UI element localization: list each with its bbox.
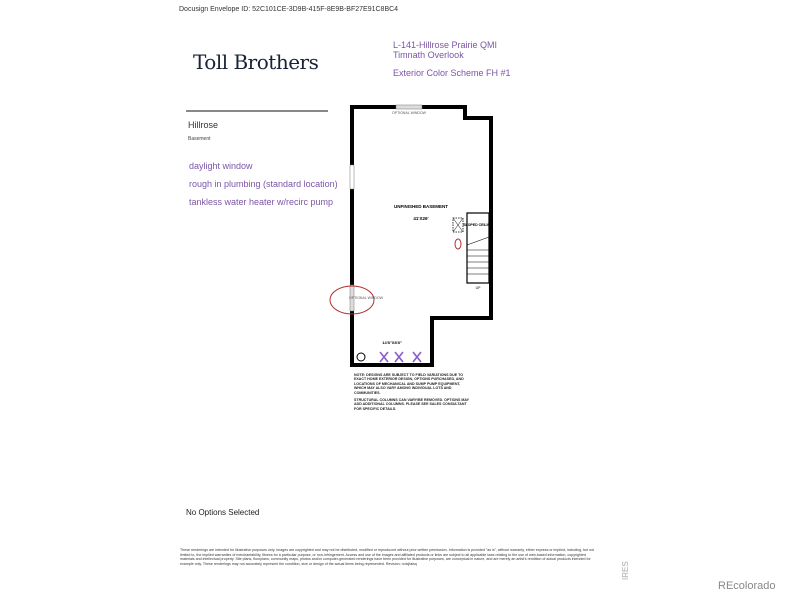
- disclaimer: These renderings are intended for illustrative purposes only. Images are copyrighted and may not be distributed, modified or reproduced without prior written permission. Information is provided "as is", without warranty, either express or implied, including, but not limited to, the implied warranties of merchantability, fitness for a particular purpose, or non-infringement. Access and use of the images and affiliated products or links are subject to all applicable laws relating to the use of web-based information, copyrighted materials and intellectual property. Site plans, floorplans, community maps, photos and/or computer-generated renderings have been provided for illustrative purposes, are conceptual in nature, and are merely an artist's rendition of actual products intended for example only. These renderings may not accurately represent the condition, size or design of the actual items being represented. Revision: rcdcjfaisq: [180, 548, 595, 566]
- model-name: Hillrose: [188, 120, 219, 130]
- option-item: rough in plumbing (standard location): [189, 179, 338, 189]
- x-mark-icon: [380, 352, 388, 362]
- brand-logo: Toll Brothers: [193, 50, 319, 74]
- top-window-label: OPTIONAL WINDOW: [392, 111, 426, 115]
- divider: [186, 110, 328, 112]
- color-scheme: Exterior Color Scheme FH #1: [393, 68, 511, 78]
- walls: [352, 107, 491, 365]
- side-window-label: OPTIONAL WINDOW: [349, 296, 383, 300]
- community-name: Timnath Overlook: [393, 50, 464, 60]
- plan-note: NOTE: DESIGNS ARE SUBJECT TO FIELD VARIATIONS DUE TO EXACT HOME EXTERIOR DESIGN, OPTIONS PURCHASED, AND LOCATIONS OF MECHANICAL AND SUMP PUMP EQUIPMENT, WHICH MAY ALSO VARY AMONG INDIVIDUAL LOTS AND COMMUNITIES.: [354, 373, 464, 395]
- sump-pump-icon: [357, 353, 365, 361]
- plumbing-highlight-circle: [455, 239, 461, 249]
- lot-info: [393, 40, 497, 60]
- lot-name: L-141-Hillrose Prairie QMI: [393, 40, 498, 50]
- room-size: 41'X26': [413, 216, 429, 221]
- plan-notes: [354, 373, 472, 414]
- option-item: tankless water heater w/recirc pump: [189, 197, 334, 207]
- option-x-marks: [380, 352, 421, 362]
- envelope-id: Docusign Envelope ID: 52C101CE-3D9B-415F-8E9B-BF27E91C8BC4: [179, 6, 399, 13]
- stair-ceiling-label: SLOPED CEILING: [463, 223, 493, 227]
- x-mark-icon: [413, 352, 421, 362]
- alcove-size: 14'8"X8'8": [382, 340, 402, 345]
- mls-badge: IRES: [621, 561, 630, 581]
- top-window: [396, 105, 422, 109]
- daylight-window: [350, 165, 354, 189]
- floor-plan: [320, 100, 500, 372]
- no-options-label: No Options Selected: [186, 508, 260, 517]
- level-name: Basement: [188, 136, 211, 142]
- option-item: daylight window: [189, 161, 253, 171]
- x-mark-icon: [395, 352, 403, 362]
- watermark: REcolorado: [718, 580, 776, 592]
- room-name: UNFINISHED BASEMENT: [393, 204, 449, 209]
- stairs-up-label: UP: [475, 286, 481, 290]
- plan-note: STRUCTURAL COLUMNS CAN VARY/BE REMOVED. OPTIONS MAY ADD ADDITIONAL COLUMNS. PLEASE SEE SALES CONSULTANT FOR SPECIFIC DETAILS.: [354, 398, 469, 411]
